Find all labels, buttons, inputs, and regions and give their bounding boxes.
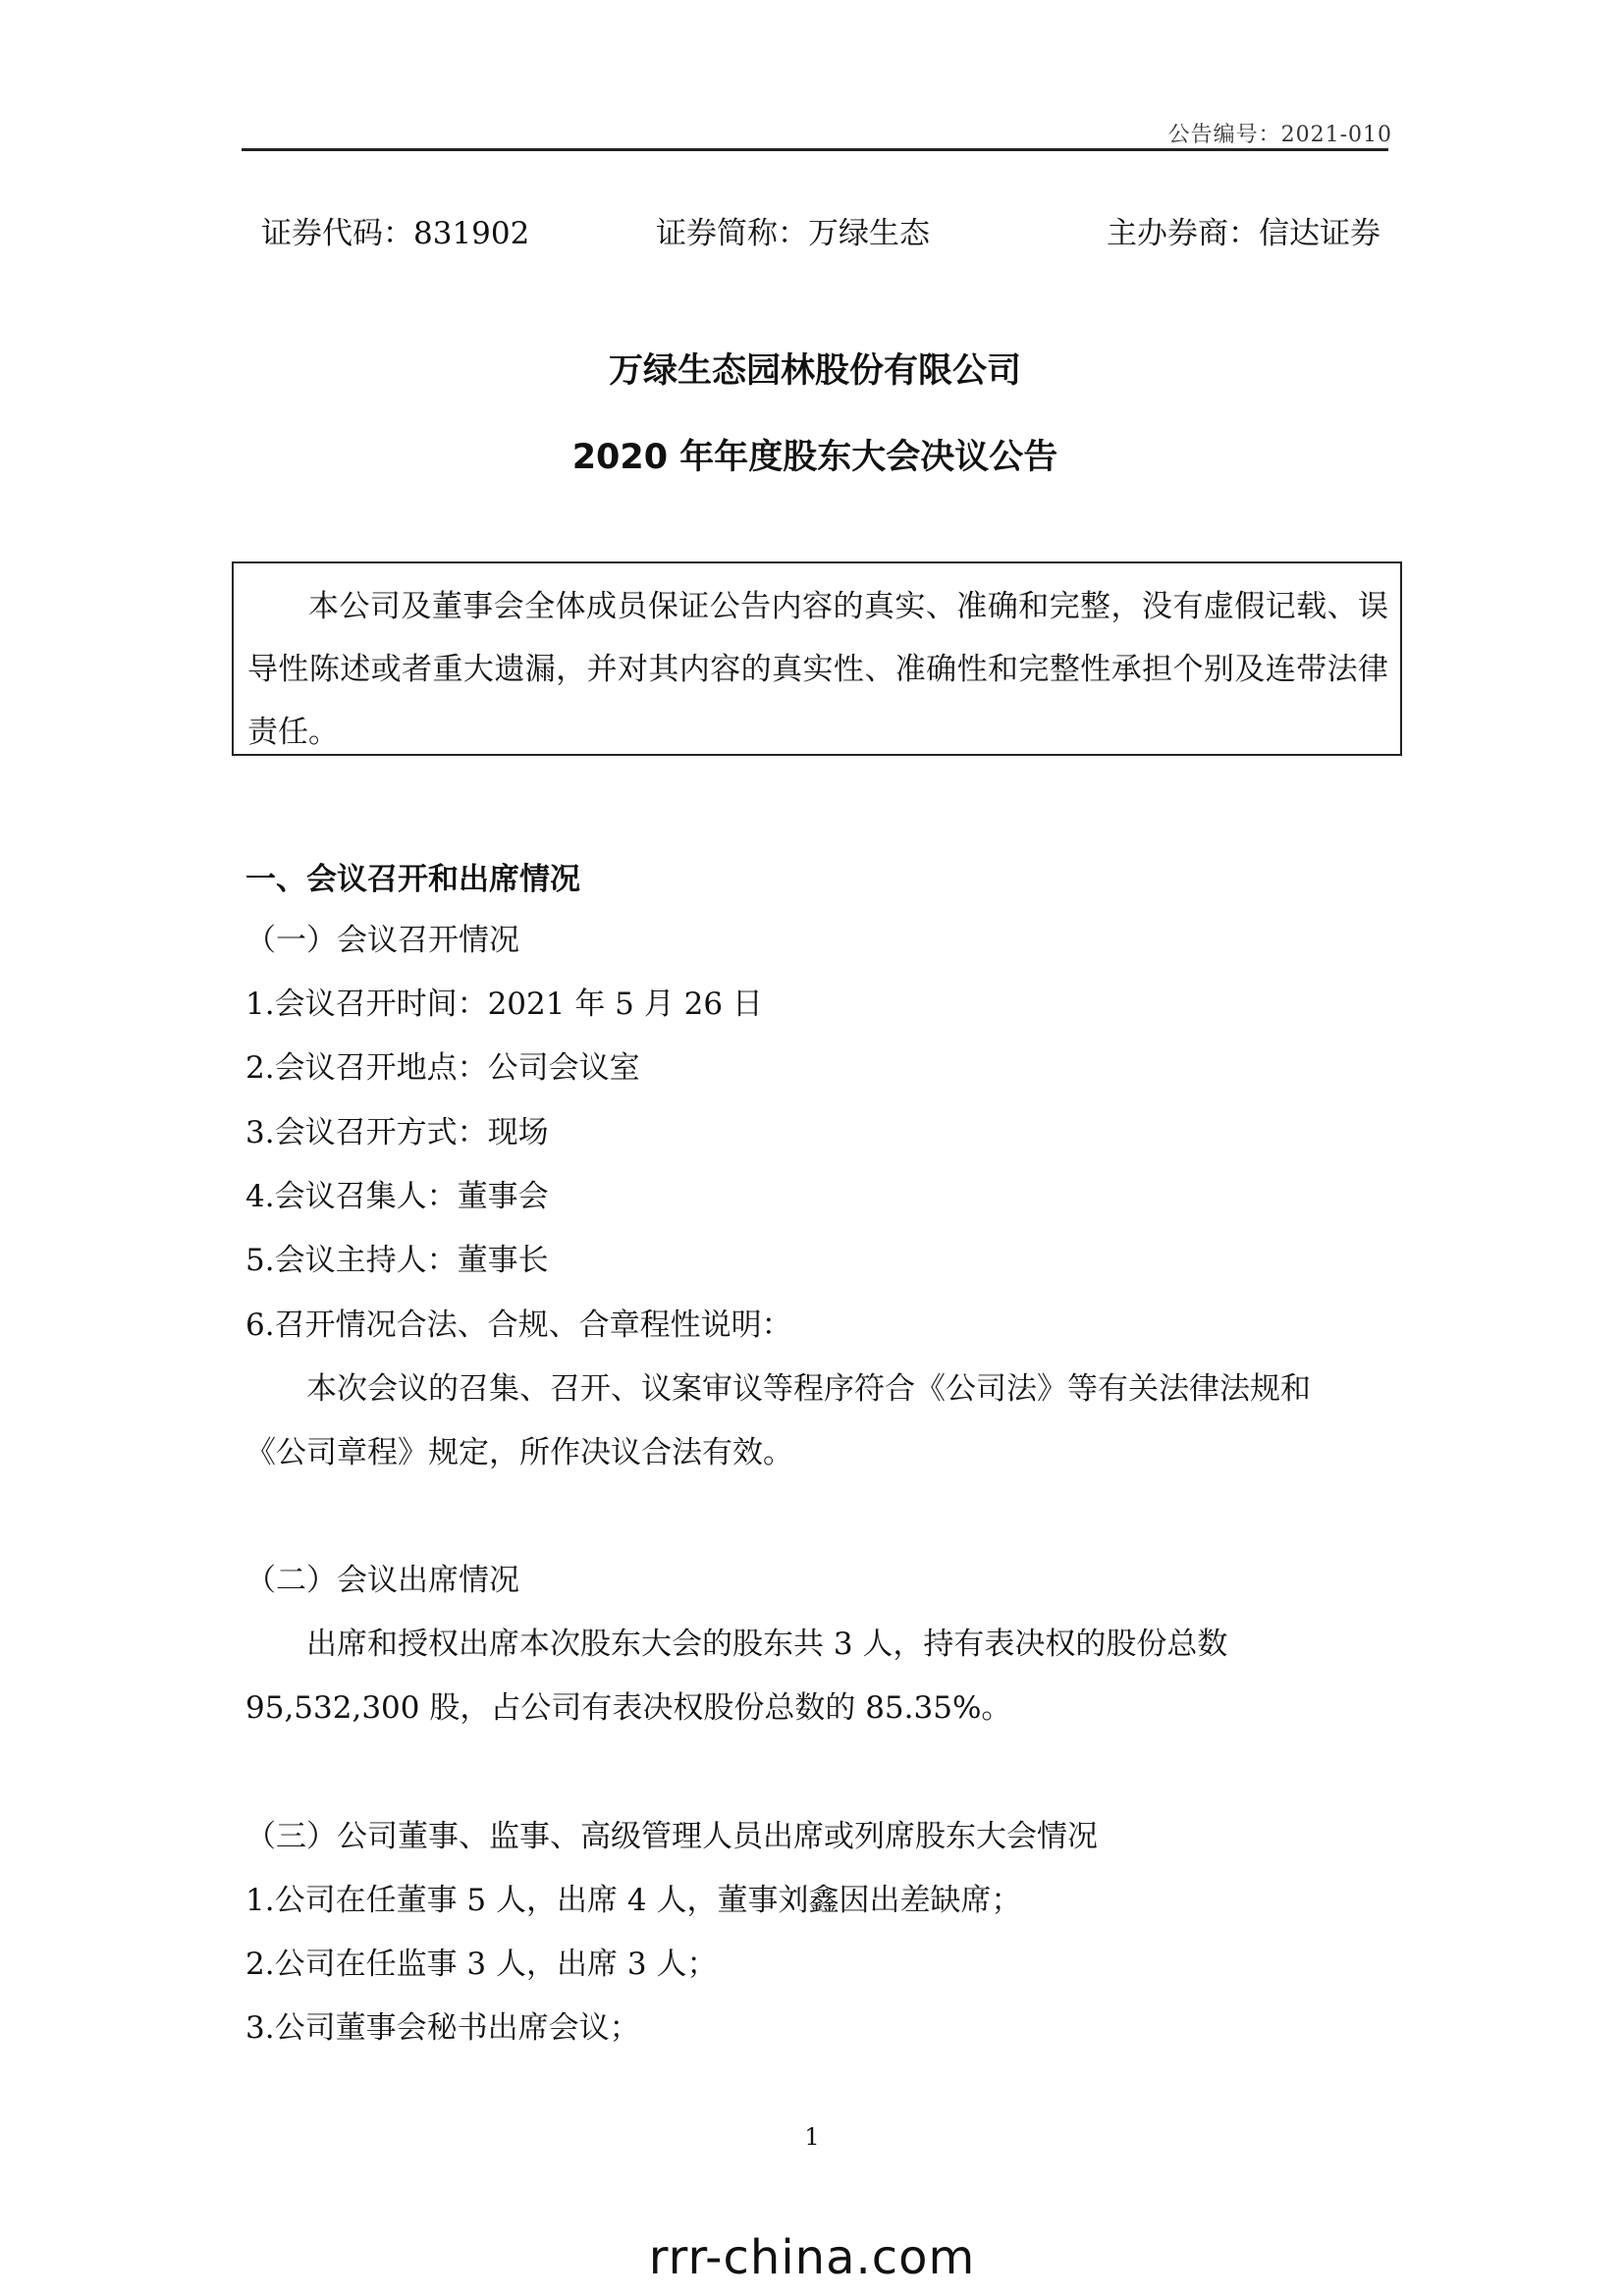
- sponsor-broker: 主办券商：信达证券: [1107, 216, 1380, 251]
- paragraph-line: 95,532,300 股，占公司有表决权股份总数的 85.35%。: [245, 1690, 1012, 1726]
- list-item: 6.召开情况合法、合规、合章程性说明：: [245, 1308, 792, 1343]
- section-heading-meeting: 一、会议召开和出席情况: [245, 862, 580, 897]
- list-item: 4.会议召集人：董事会: [245, 1179, 549, 1214]
- list-item: 5.会议主持人：董事长: [245, 1243, 549, 1278]
- list-item: 3.公司董事会秘书出席会议；: [245, 2010, 640, 2046]
- paragraph-line: 《公司章程》规定，所作决议合法有效。: [245, 1435, 793, 1470]
- securities-info-row: [261, 208, 1380, 251]
- list-item: 3.会议召开方式：现场: [245, 1115, 549, 1150]
- paragraph-line: 出席和授权出席本次股东大会的股东共 3 人，持有表决权的股份总数: [306, 1627, 1228, 1662]
- subsection-heading-convening: （一）会议召开情况: [245, 923, 519, 958]
- list-item: 2.会议召开地点：公司会议室: [245, 1050, 640, 1086]
- list-item: 2.公司在任监事 3 人，出席 3 人；: [245, 1947, 718, 1982]
- disclaimer-box: [232, 561, 1402, 756]
- page-number: 1: [804, 2123, 820, 2151]
- list-item: 1.公司在任董事 5 人，出席 4 人，董事刘鑫因出差缺席；: [245, 1883, 1022, 1918]
- security-short-name: 证券简称：万绿生态: [656, 216, 930, 251]
- document-title: 2020 年年度股东大会决议公告: [571, 438, 1058, 477]
- list-item: 1.会议召开时间：2021 年 5 月 26 日: [245, 987, 763, 1022]
- subsection-heading-directors: （三）公司董事、监事、高级管理人员出席或列席股东大会情况: [245, 1819, 1098, 1854]
- disclaimer-text: 本公司及董事会全体成员保证公告内容的真实、准确和完整，没有虚假记载、误导性陈述或者重大遗漏，并对其内容的真实性、准确性和完整性承担个别及连带法律责任。: [247, 589, 1388, 750]
- company-title: 万绿生态园林股份有限公司: [608, 351, 1021, 391]
- header-divider: [242, 148, 1388, 151]
- paragraph-line: 本次会议的召集、召开、议案审议等程序符合《公司法》等有关法律法规和: [306, 1371, 1311, 1407]
- security-code: 证券代码：831902: [261, 216, 530, 251]
- announcement-number: 公告编号：2021-010: [1167, 123, 1392, 147]
- subsection-heading-attendance: （二）会议出席情况: [245, 1563, 519, 1598]
- watermark-text: rrr-china.com: [648, 2230, 976, 2285]
